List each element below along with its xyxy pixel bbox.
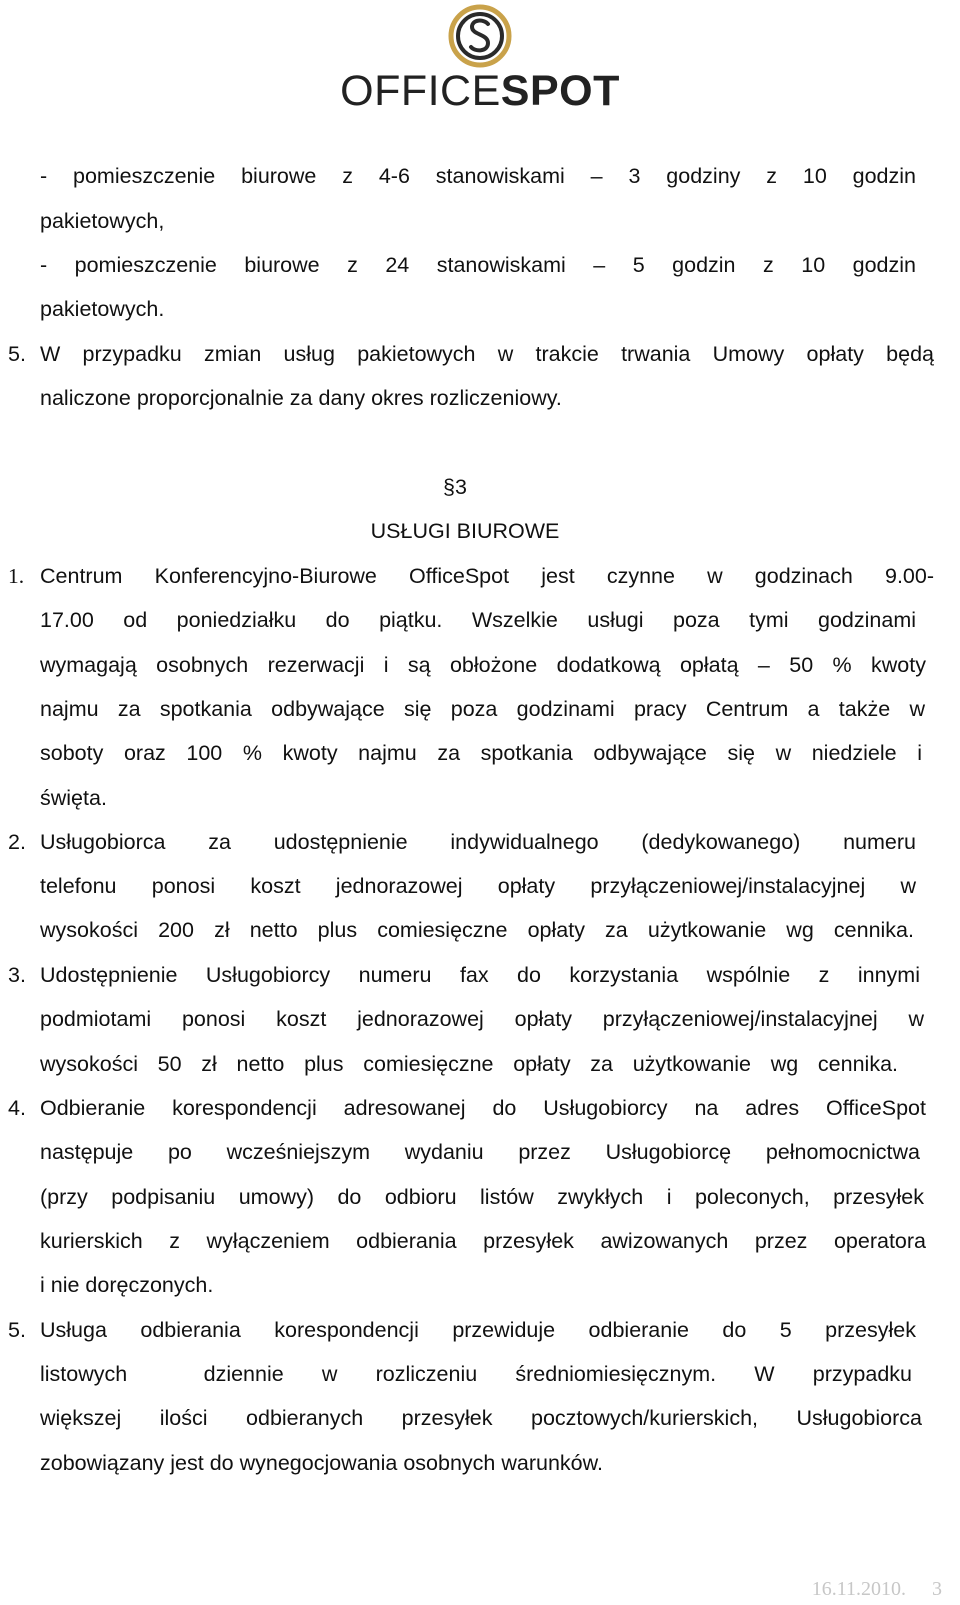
item-3-line-3: wysokości 50 zł netto plus comiesięczne opłaty za użytkowanie wg cennika. xyxy=(40,1052,898,1076)
page-footer xyxy=(812,1578,942,1601)
officespot-emblem-icon xyxy=(448,4,512,68)
item-2-line-3: wysokości 200 zł netto plus comiesięczne opłaty za użytkowanie wg cennika. xyxy=(40,918,914,942)
item-4-line-5: i nie doręczonych. xyxy=(40,1273,214,1297)
intro-line-4: pakietowych. xyxy=(40,297,165,321)
item-4-line-3: (przy podpisaniu umowy) do odbioru listów zwykłych i poleconych, przesyłek xyxy=(40,1185,924,1209)
item-3-line-1: Udostępnienie Usługobiorcy numeru fax do korzystania wspólnie z innymi xyxy=(40,963,920,987)
intro-line-1: - pomieszczenie biurowe z 4-6 stanowiskami – 3 godziny z 10 godzin xyxy=(40,164,916,188)
item-2-line-2: telefonu ponosi koszt jednorazowej opłaty przyłączeniowej/instalacyjnej w xyxy=(40,874,916,898)
prev-item-5-line-1: W przypadku zmian usług pakietowych w trakcie trwania Umowy opłaty będą xyxy=(40,342,934,366)
item-5-line-1: Usługa odbierania korespondencji przewiduje odbieranie do 5 przesyłek xyxy=(40,1318,916,1342)
item-1-line-1: Centrum Konferencyjno-Biurowe OfficeSpot jest czynne w godzinach 9.00- xyxy=(40,564,934,588)
item-5-line-4: zobowiązany jest do wynegocjowania osobnych warunków. xyxy=(40,1451,603,1475)
item-1-line-6: święta. xyxy=(40,786,107,810)
item-2-number: 2. xyxy=(8,830,26,854)
item-5-line-2: listowych dziennie w rozliczeniu średniomiesięcznym. W przypadku xyxy=(40,1362,912,1386)
item-4-line-2: następuje po wcześniejszym wydaniu przez Usługobiorcę pełnomocnictwa xyxy=(40,1140,920,1164)
item-1-line-2: 17.00 od poniedziałku do piątku. Wszelkie usługi poza tymi godzinami xyxy=(40,608,916,632)
item-3-line-2: podmiotami ponosi koszt jednorazowej opłaty przyłączeniowej/instalacyjnej w xyxy=(40,1007,924,1031)
prev-item-5-line-2: naliczone proporcjonalnie za dany okres rozliczeniowy. xyxy=(40,386,562,410)
logo-wordmark: OFFICESPOT xyxy=(340,67,620,115)
item-5-line-3: większej ilości odbieranych przesyłek pocztowych/kurierskich, Usługobiorca xyxy=(40,1406,922,1430)
item-4-line-4: kurierskich z wyłączeniem odbierania przesyłek awizowanych przez operatora xyxy=(40,1229,926,1253)
prev-item-5-number: 5. xyxy=(8,342,26,366)
item-5-number: 5. xyxy=(8,1318,26,1342)
item-4-line-1: Odbieranie korespondencji adresowanej do Usługobiorcy na adres OfficeSpot xyxy=(40,1096,926,1120)
intro-line-2: pakietowych, xyxy=(40,209,165,233)
item-4-number: 4. xyxy=(8,1096,26,1120)
item-1-line-3: wymagają osobnych rezerwacji i są obłożone dodatkową opłatą – 50 % kwoty xyxy=(40,653,926,677)
item-1-number: 1. xyxy=(8,564,25,588)
section-paragraph-mark: §3 xyxy=(443,475,467,499)
item-3-number: 3. xyxy=(8,963,26,987)
item-1-line-5: soboty oraz 100 % kwoty najmu za spotkania odbywające się w niedziele i xyxy=(40,741,922,765)
item-2-line-1: Usługobiorca za udostępnienie indywidualnego (dedykowanego) numeru xyxy=(40,830,916,854)
intro-line-3: - pomieszczenie biurowe z 24 stanowiskami – 5 godzin z 10 godzin xyxy=(40,253,916,277)
footer-page-number: 3 xyxy=(932,1578,942,1600)
officespot-logo xyxy=(0,0,960,120)
footer-date: 16.11.2010. xyxy=(811,1578,906,1600)
section-title: USŁUGI BIUROWE xyxy=(370,519,560,543)
item-1-line-4: najmu za spotkania odbywające się poza godzinami pracy Centrum a także w xyxy=(40,697,925,721)
